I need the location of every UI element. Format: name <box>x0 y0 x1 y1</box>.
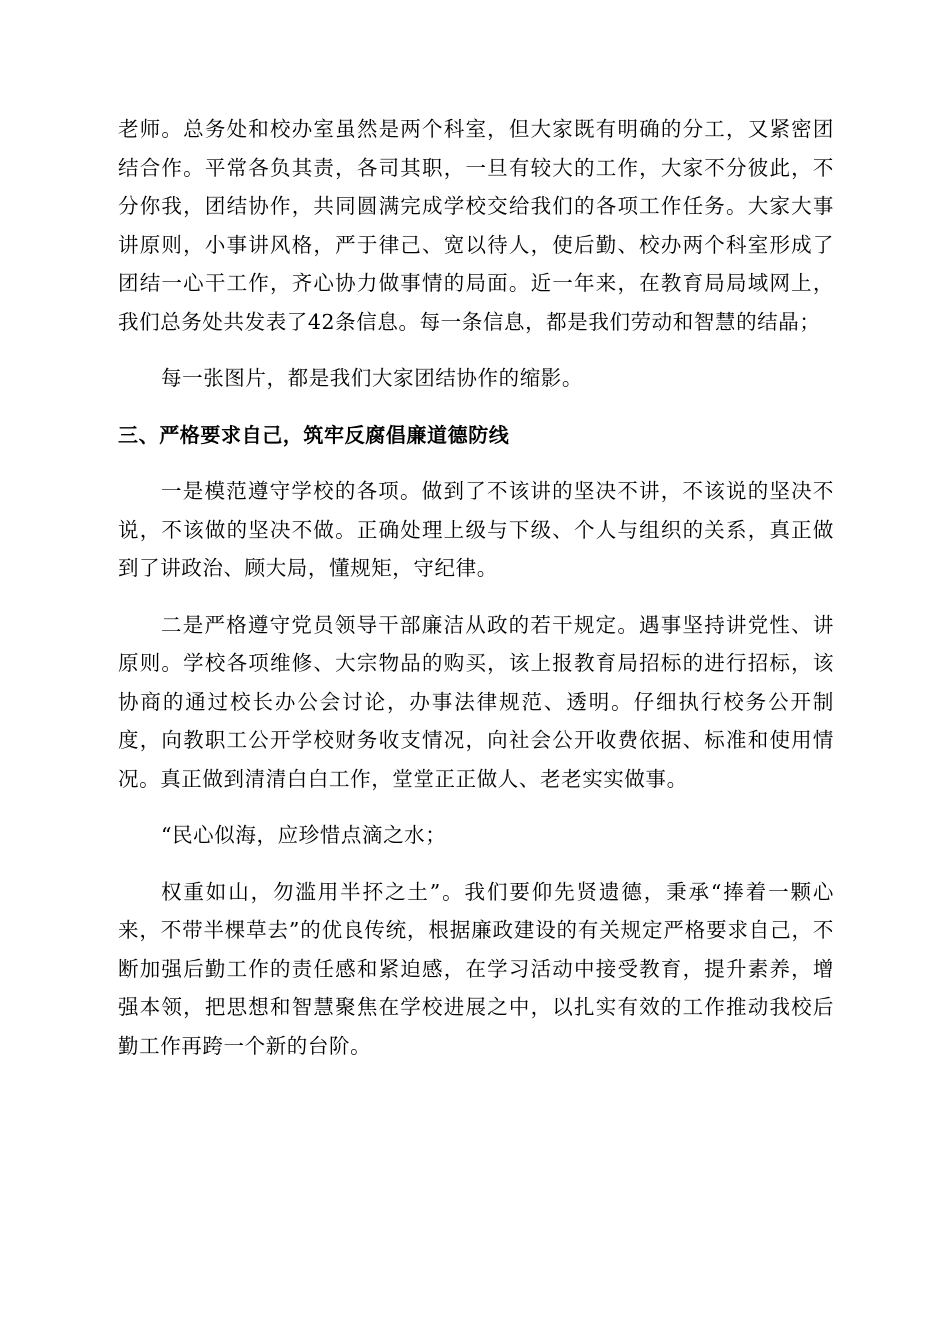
paragraph-point-two: 二是严格遵守党员领导干部廉洁从政的若干规定。遇事坚持讲党性、讲原则。学校各项维修、大宗物品的购买，该上报教育局招标的进行招标，该协商的通过校长办公会讨论，办事法律规范、透明。仔细执行校务公开制度，向教职工公开学校财务收支情况，向社会公开收费依据、标准和使用情况。真正做到清清白白工作，堂堂正正做人、老老实实做事。 <box>118 612 834 791</box>
paragraph-point-one: 一是模范遵守学校的各项。做到了不该讲的坚决不讲，不该说的坚决不说，不该做的坚决不做。正确处理上级与下级、个人与组织的关系，真正做到了讲政治、顾大局，懂规矩，守纪律。 <box>118 479 834 580</box>
paragraph-quote-start: “民心似海，应珍惜点滴之水； <box>161 823 447 847</box>
document-body <box>118 110 834 1083</box>
paragraph-pictures: 每一张图片，都是我们大家团结协作的缩影。 <box>161 366 583 390</box>
paragraph-quote-end: 权重如山，勿滥用半抔之土”。我们要仰先贤遗德，秉承“捧着一颗心来，不带半棵草去”的优良传统，根据廉政建设的有关规定严格要求自己，不断加强后勤工作的责任感和紧迫感，在学习活动中接受教育，提升素养，增强本领，把思想和智慧聚焦在学校进展之中，以扎实有效的工作推动我校后勤工作再跨一个新的台阶。 <box>118 879 834 1058</box>
section-heading-3: 三、严格要求自己，筑牢反腐倡廉道德防线 <box>118 422 510 447</box>
paragraph-teamwork: 老师。总务处和校办室虽然是两个科室，但大家既有明确的分工，又紧密团结合作。平常各负其责，各司其职，一旦有较大的工作，大家不分彼此，不分你我，团结协作，共同圆满完成学校交给我们的各项工作任务。大家大事讲原则，小事讲风格，严于律己、宽以待人，使后勤、校办两个科室形成了团结一心干工作，齐心协力做事情的局面。近一年来，在教育局局域网上，我们总务处共发表了42条信息。每一条信息，都是我们劳动和智慧的结晶； <box>118 117 834 334</box>
